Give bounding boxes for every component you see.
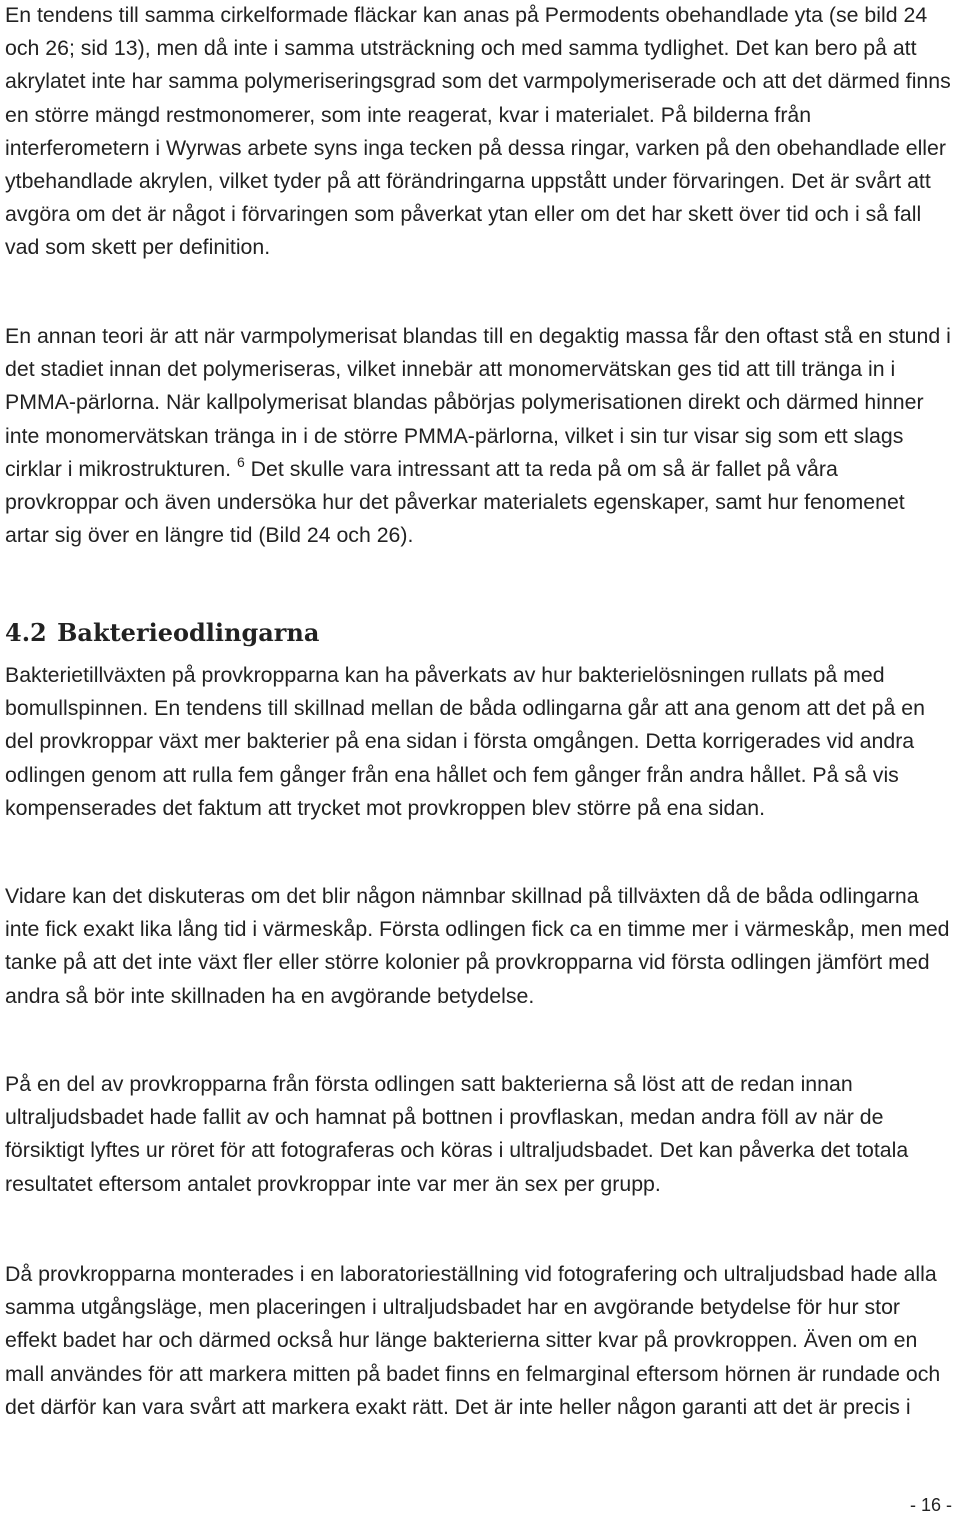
paragraph-2-text-after-ref: Det skulle vara intressant att ta reda på om så är fallet på våra provkroppar och även undersöka hur det påverkar materialets egenskaper, samt hur fenomenet artar sig över en längre tid (Bild 24 och 26). bbox=[5, 456, 905, 548]
paragraph-1: En tendens till samma cirkelformade fläckar kan anas på Permodents obehandlade yta (se bild 24 och 26; sid 13), men då inte i samma utsträckning och med samma tydlighet. Det kan bero på att akrylatet inte har samma polymeriseringsgrad som det varmpolymeriserade och att det därmed finns en större mängd restmonomerer, som inte reagerat, kvar i materialet. På bilderna från interferometern i Wyrwas arbete syns inga tecken på dessa ringar, varken på den obehandlade eller ytbehandlade akrylen, vilket tyder på att förändringarna uppstått under förvaringen. Det är svårt att avgöra om det är något i förvaringen som påverkat ytan eller om det har skett över tid och i så fall vad som skett per definition. bbox=[5, 3, 951, 260]
paragraph-3: Bakterietillväxten på provkropparna kan ha påverkats av hur bakterielösningen rullats på med bomullspinnen. En tendens till skillnad mellan de båda odlingarna går att ana genom att det på en del provkroppar växt mer bakterier på ena sidan i första omgången. Detta korrigerades vid andra odlingen genom att rulla fem gånger från ena hållet och fem gånger från andra hållet. På så vis kompenserades det faktum att trycket mot provkroppen blev större på ena sidan. bbox=[5, 663, 925, 820]
paragraph-4: Vidare kan det diskuteras om det blir någon nämnbar skillnad på tillväxten då de båda odlingarna inte fick exakt lika lång tid i värmeskåp. Första odlingen fick ca en timme mer i värmeskåp, men med tanke på att det inte växt fler eller större kolonier på provkropparna vid första odlingen jämfört med andra så bör inte skillnaden ha en avgörande betydelse. bbox=[5, 884, 950, 1008]
section-heading bbox=[5, 613, 319, 653]
paragraph-2-text-before-ref: En annan teori är att när varmpolymerisat blandas till en degaktig massa får den oftast stå en stund i det stadiet innan det polymeriseras, vilket innebär att monomervätskan ges tid att till tränga in i PMMA-pärlorna. När kallpolymerisat blandas påbörjas polymerisationen direkt och därmed hinner inte monomervätskan tränga in i de större PMMA-pärlorna, vilket i sin tur visar sig som ett slags cirklar i mikrostrukturen. bbox=[5, 324, 951, 481]
footnote-reference: 6 bbox=[236, 453, 245, 470]
paragraph-2 bbox=[5, 320, 953, 552]
paragraph-5: På en del av provkropparna från första odlingen satt bakterierna så löst att de redan innan ultraljudsbadet hade fallit av och hamnat på bottnen i provflaskan, medan andra föll av när de försiktigt lyftes ur röret för att fotograferas och köras i ultraljudsbadet. Det kan påverka det totala resultatet eftersom antalet provkroppar inte var mer än sex per grupp. bbox=[5, 1072, 909, 1196]
page-number: - 16 - bbox=[909, 1495, 952, 1515]
paragraph-6: Då provkropparna monterades i en laboratorieställning vid fotografering och ultraljudsbad hade alla samma utgångsläge, men placeringen i ultraljudsbadet har en avgörande betydelse för hur stor effekt badet har och därmed också hur länge bakterierna sitter kvar på provkroppen. Även om en mall användes för att markera mitten på badet finns en felmarginal eftersom hörnen är rundade och det därför kan vara svårt att markera exakt rätt. Det är inte heller någon garanti att det är precis i bbox=[5, 1262, 941, 1419]
section-title: Bakterieodlingarna bbox=[57, 618, 320, 647]
section-number: 4.2 bbox=[5, 618, 47, 647]
